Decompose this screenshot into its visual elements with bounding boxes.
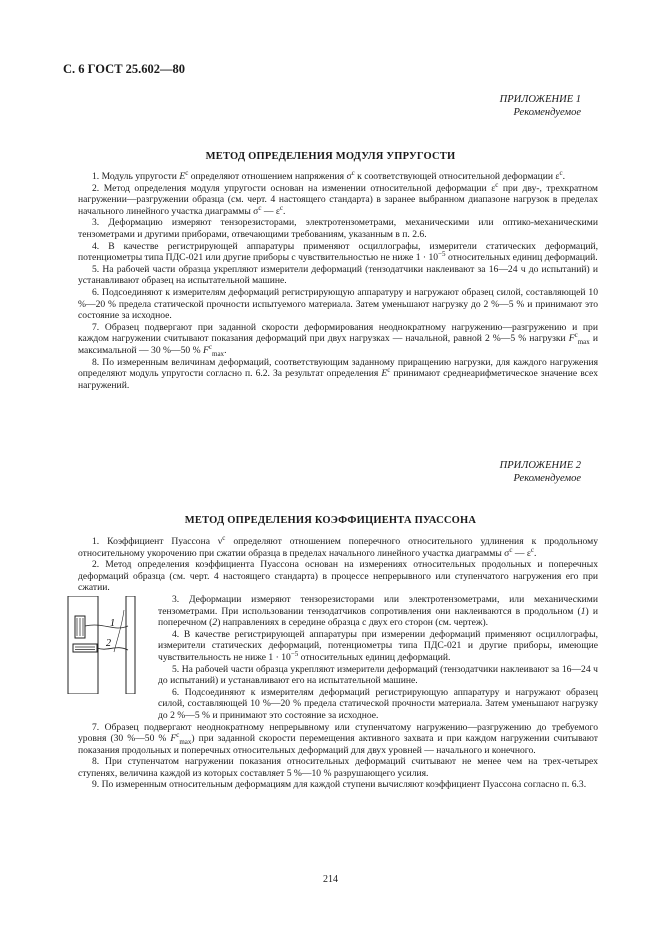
appendix1-heading — [500, 93, 581, 119]
a1-paragraph-7: 7. Образец подвергают при заданной скорости деформирования неоднократному нагружению—разгружению и при каждом нагружении считывают показания деформаций при двух нагрузках — начальной, равной 2 %—5 % нагрузки $F^с_{max}$ и максимальной — 30 %—50 % $F^с_{max}$. — [78, 321, 598, 358]
a1-paragraph-6: 6. Подсоединяют к измерителям деформаций регистрирующую аппаратуру и нагружают образец силой, составляющей 10 %—20 % предела статической прочности испытуемого материала. Затем уменьшают нагрузку до 2 %—5 % и принимают это состояние за исходное. — [78, 286, 598, 322]
a1-paragraph-1: 1. Модуль упругости $E^с$ определяют отношением напряжения $\sigma^с$ к соответствующей относительной деформации $\varepsilon^с$. — [92, 168, 565, 182]
a2-paragraph-1: 1. Коэффициент Пуассона $\nu^с$ определяют отношением поперечного относительного удлинения к продольному относительному укорочению при сжатии образца в пределах начального линейного участка диаграммы $\sigma^с$ — $\varepsilon^с$. — [78, 533, 598, 559]
a2-paragraph-7: 7. Образец подвергают неоднократному непрерывному или ступенчатому нагружению—разгружению до требуемого уровня (30 %—50 % $F^с_{max}$) при заданной скорости перемещения активного захвата и при каждом нагружении считывают показания продольных и поперечных относительных деформаций для двух уровней — начального и конечного. — [78, 721, 598, 756]
appendix2-status: Рекомендуемое — [513, 473, 581, 484]
a2-paragraph-9: 9. По измеренным относительным деформациям для каждой ступени вычисляют коэффициент Пуассона согласно п. 6.3. — [92, 779, 587, 791]
strain-gauge-figure — [64, 596, 150, 694]
a1-paragraph-8: 8. По измеренным величинам деформаций, соответствующим заданному приращению нагрузки, для каждого нагружения определяют модуль упругости согласно п. 6.2. За результат определения $E^с$ принимают среднеарифметическое значение всех нагружений. — [78, 356, 598, 391]
appendix2-body — [78, 533, 598, 791]
appendix1-body — [78, 168, 599, 391]
a2-paragraph-8: 8. При ступенчатом нагружении показания относительных деформаций считывают не менее чем на трех-четырех ступенях, величина каждой из которых составляет 5 %—10 % разрушающего усилия. — [78, 756, 598, 779]
label-longitudinal: 1 — [110, 617, 115, 629]
appendix1-title: МЕТОД ОПРЕДЕЛЕНИЯ МОДУЛЯ УПРУГОСТИ — [205, 151, 456, 162]
a2-paragraph-3: 1 2 3. Деформации измеряют тензорезисторами или электротензометрами, или механическими тензометрами. При использовании тензодатчиков сопротивления они наклеиваются в продольном (1) и поперечном (2) направлениях в середине образца с двух его сторон (см. чертеж). — [78, 594, 598, 629]
a1-paragraph-4: 4. В качестве регистрирующей аппаратуры применяют осциллографы, измерители статических деформаций, потенциометры типа ПДС-021 или другие приборы с чувствительностью не ниже $1 \cdot 10^{-5}$ относительных единиц деформаций. — [78, 240, 598, 264]
page-header: С. 6 ГОСТ 25.602—80 — [63, 62, 186, 76]
a2-paragraph-2: 2. Метод определения коэффициента Пуассона основан на измерениях относительных продольных и поперечных деформаций образца (см. черт. 4 настоящего стандарта) в процессе непрерывного или ступенчатого нагружения его при сжатии. — [78, 559, 598, 594]
page-number: 214 — [323, 874, 338, 885]
label-transverse: 2 — [106, 637, 111, 649]
a2-paragraph-6: 6. Подсоединяют к измерителям деформаций регистрирующую аппаратуру и нагружают образец силой, составляющей 10 %—20 % предела статической прочности материала. Затем уменьшают нагрузку до 2 %—5 % и принимают это состояние за исходное. — [158, 686, 598, 721]
a1-paragraph-2: 2. Метод определения модуля упругости основан на изменении относительной деформации $\varepsilon^с$ при дву-, трехкратном нагружении—разгружении образца (см. черт. 4 настоящего стандарта) в заранее выбранном диапазоне нагрузок в пределах начального линейного участка диаграммы $\sigma^с$ — $\varepsilon^с$. — [78, 180, 599, 217]
a1-paragraph-5: 5. На рабочей части образца укрепляют измерители деформаций (тензодатчики наклеивают за 16—24 ч до испытаний) и устанавливают образец на испытательной машине. — [78, 263, 598, 287]
appendix1-status: Рекомендуемое — [513, 107, 581, 118]
a2-paragraph-5: 5. На рабочей части образца укрепляют измерители деформаций (тензодатчики наклеивают за 16—24 ч до испытаний) и устанавливают его на испытательной машине. — [158, 663, 598, 687]
appendix2-title: МЕТОД ОПРЕДЕЛЕНИЯ КОЭФФИЦИЕНТА ПУАССОНА — [184, 515, 477, 526]
appendix1-label: ПРИЛОЖЕНИЕ 1 — [499, 94, 581, 105]
appendix2-label: ПРИЛОЖЕНИЕ 2 — [499, 460, 581, 471]
a1-paragraph-3: 3. Деформацию измеряют тензорезисторами, электротензометрами, механическими или оптико-механическими тензометрами и другими приборами, отвечающими требованиям, указанным в п. 2.6. — [78, 217, 598, 240]
a2-paragraph-4: 4. В качестве регистрирующей аппаратуры при измерении деформаций применяют осциллографы, измерители статических деформаций, потенциометры типа ПДС-021 и другие приборы, имеющие чувствительность не ниже $1 \cdot 10^{-5}$ относительных единиц деформаций. — [158, 628, 598, 663]
appendix2-heading — [500, 459, 581, 485]
